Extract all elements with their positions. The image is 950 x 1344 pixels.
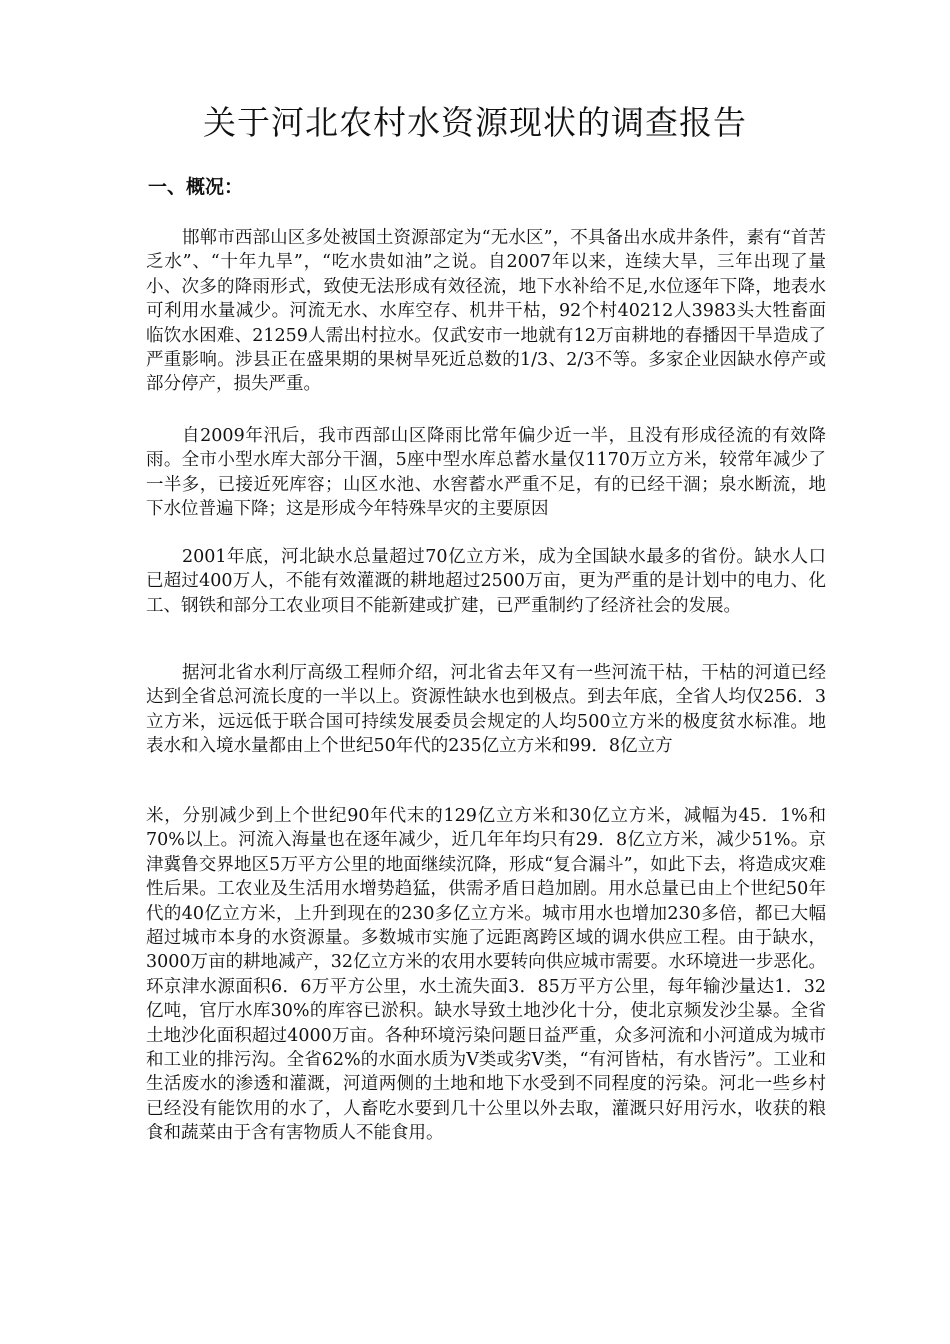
- paragraph-2001-shortage: 2001年底，河北缺水总量超过70亿立方米，成为全国缺水最多的省份。缺水人口已超过400万人，不能有效灌溉的耕地超过2500万亩，更为严重的是计划中的电力、化工、钢铁和部分工农业项目不能新建或扩建，已严重制约了经济社会的发展。: [146, 547, 826, 616]
- section-heading-overview: 一、概况：: [148, 176, 244, 198]
- paragraph-handan-drought: 邯郸市西部山区多处被国土资源部定为“无水区”，不具备出水成井条件，素有“首苦乏水”、“十年九旱”，“吃水贵如油”之说。自2007年以来，连续大旱，三年出现了量小、次多的降雨形式，致使无法形成有效径流，地下水补给不足,水位逐年下降，地表水可利用水量减少。河流无水、水库空存、机井干枯，92个村40212人3983头大牲畜面临饮水困难、21259人需出村拉水。仅武安市一地就有12万亩耕地的春播因干旱造成了严重影响。涉县正在盛果期的果树旱死近总数的1/3、2/3不等。多家企业因缺水停产或部分停产，损失严重。: [146, 228, 826, 395]
- paragraph-continued-statistics: 米，分别减少到上个世纪90年代末的129亿立方米和30亿立方米，减幅为45．1%和70%以上。河流入海量也在逐年减少，近几年年均只有29．8亿立方米，减少51%。京津冀鲁交界地区5万平方公里的地面继续沉降，形成“复合漏斗”，如此下去，将造成灾难性后果。工农业及生活用水增势趋猛，供需矛盾日趋加剧。用水总量已由上个世纪50年代的40亿立方米，上升到现在的230多亿立方米。城市用水也增加230多倍，都已大幅超过城市本身的水资源量。多数城市实施了远距离跨区域的调水供应工程。由于缺水，3000万亩的耕地减产，32亿立方米的农用水要转向供应城市需要。水环境进一步恶化。环京津水源面积6．6万平方公里，水土流失面3．85万平方公里，每年输沙量达1．32亿吨，官厅水库30%的库容已淤积。缺水导致土地沙化十分，使北京频发沙尘暴。全省土地沙化面积超过4000万亩。各种环境污染问题日益严重，众多河流和小河道成为城市和工业的排污沟。全省62%的水面水质为V类或劣V类，“有河皆枯，有水皆污”。工业和生活废水的渗透和灌溉，河道两侧的土地和地下水受到不同程度的污染。河北一些乡村已经没有能饮用的水了，人畜吃水要到几十公里以外去取，灌溉只好用污水，收获的粮食和蔬菜由于含有害物质人不能食用。: [146, 806, 826, 1144]
- paragraph-engineer-report: 据河北省水利厅高级工程师介绍，河北省去年又有一些河流干枯，干枯的河道已经达到全省总河流长度的一半以上。资源性缺水也到极点。到去年底，全省人均仅256．3立方米，远远低于联合国可持续发展委员会规定的人均500立方米的极度贫水标准。地表水和入境水量都由上个世纪50年代的235亿立方米和99．8亿立方: [146, 663, 826, 757]
- document-title: 关于河北农村水资源现状的调查报告: [203, 103, 747, 142]
- paragraph-2009-rainfall: 自2009年汛后，我市西部山区降雨比常年偏少近一半，且没有形成径流的有效降雨。全市小型水库大部分干涸，5座中型水库总蓄水量仅1170万立方米，较常年减少了一半多，已接近死库容；山区水池、水窖蓄水严重不足，有的已经干涸；泉水断流，地下水位普遍下降；这是形成今年特殊旱灾的主要原因: [146, 426, 826, 520]
